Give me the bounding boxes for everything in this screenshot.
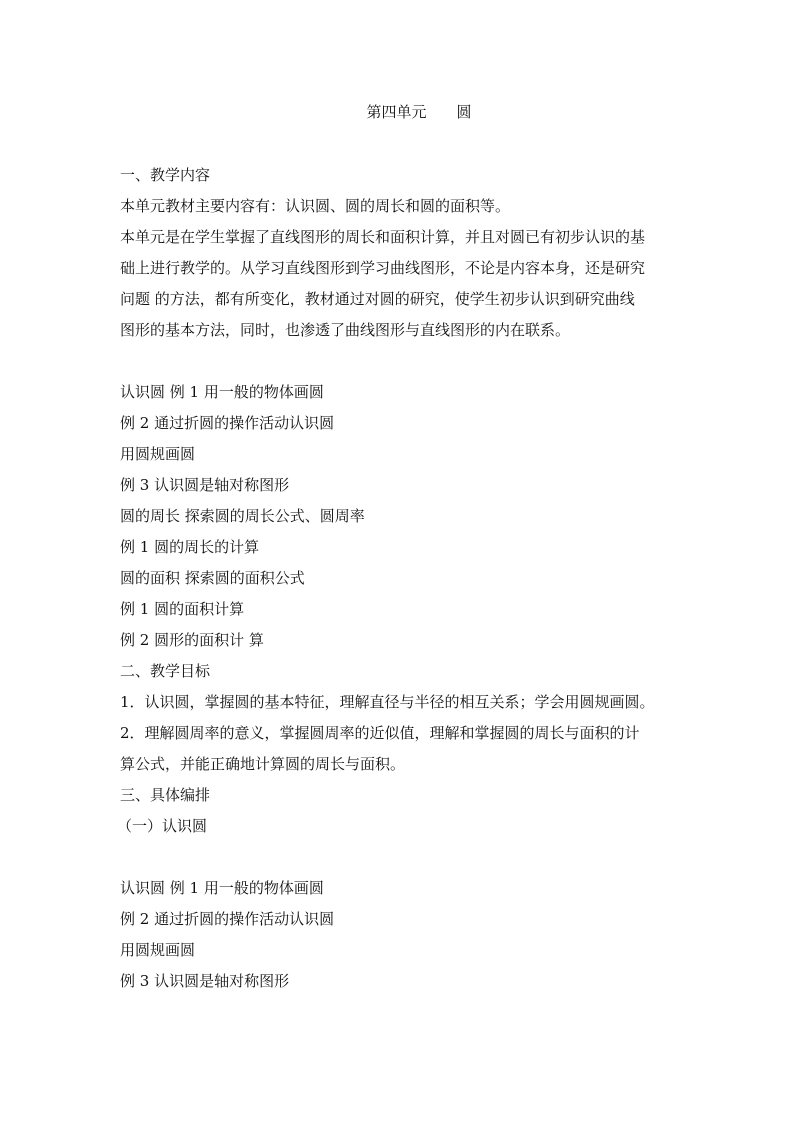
outline-item: 圆的周长 探索圆的周长公式、圆周率 [120,507,365,525]
outline-item: 认识圆 例 1 用一般的物体画圆 [120,879,324,897]
document-title: 第四单元 圆 [366,103,472,121]
goal-item: 1．认识圆，掌握圆的基本特征，理解直径与半径的相互关系；学会用圆规画圆。 [120,693,655,711]
outline-item: 例 1 圆的面积计算 [120,600,245,618]
section-heading-teaching-goals: 二、教学目标 [120,662,211,680]
paragraph-line: 图形的基本方法，同时，也渗透了曲线图形与直线图形的内在联系。 [120,321,571,339]
outline-item: 例 2 通过折圆的操作活动认识圆 [120,910,335,928]
goal-item-continuation: 算公式，并能正确地计算圆的周长与面积。 [120,755,406,773]
outline-item: 认识圆 例 1 用一般的物体画圆 [120,383,324,401]
outline-item: 例 2 圆形的面积计 算 [120,631,264,649]
goal-item: 2．理解圆周率的意义，掌握圆周率的近似值，理解和掌握圆的周长与面积的计 [120,724,640,742]
section-heading-teaching-content: 一、教学内容 [120,166,211,184]
outline-item: 例 3 认识圆是轴对称图形 [120,476,290,494]
outline-item: 例 2 通过折圆的操作活动认识圆 [120,414,335,432]
paragraph-line: 问题 的方法，都有所变化，教材通过对圆的研究，使学生初步认识到研究曲线 [120,290,635,308]
paragraph-line: 础上进行教学的。从学习直线图形到学习曲线图形，不论是内容本身，还是研究 [120,259,646,277]
outline-item: 用圆规画圆 [120,941,196,959]
paragraph-line: 本单元是在学生掌握了直线图形的周长和面积计算，并且对圆已有初步认识的基 [120,228,646,246]
blank-line [120,350,680,381]
document-body [117,164,680,1001]
outline-item: 圆的面积 探索圆的面积公式 [120,569,305,587]
section-heading-arrangement: 三、具体编排 [120,786,211,804]
paragraph-line: 本单元教材主要内容有：认识圆、圆的周长和圆的面积等。 [120,197,511,215]
outline-item: 例 1 圆的周长的计算 [120,538,260,556]
outline-item: 用圆规画圆 [120,445,196,463]
subsection-heading: （一）认识圆 [117,817,208,835]
blank-line [120,846,680,877]
outline-item: 例 3 认识圆是轴对称图形 [120,972,290,990]
